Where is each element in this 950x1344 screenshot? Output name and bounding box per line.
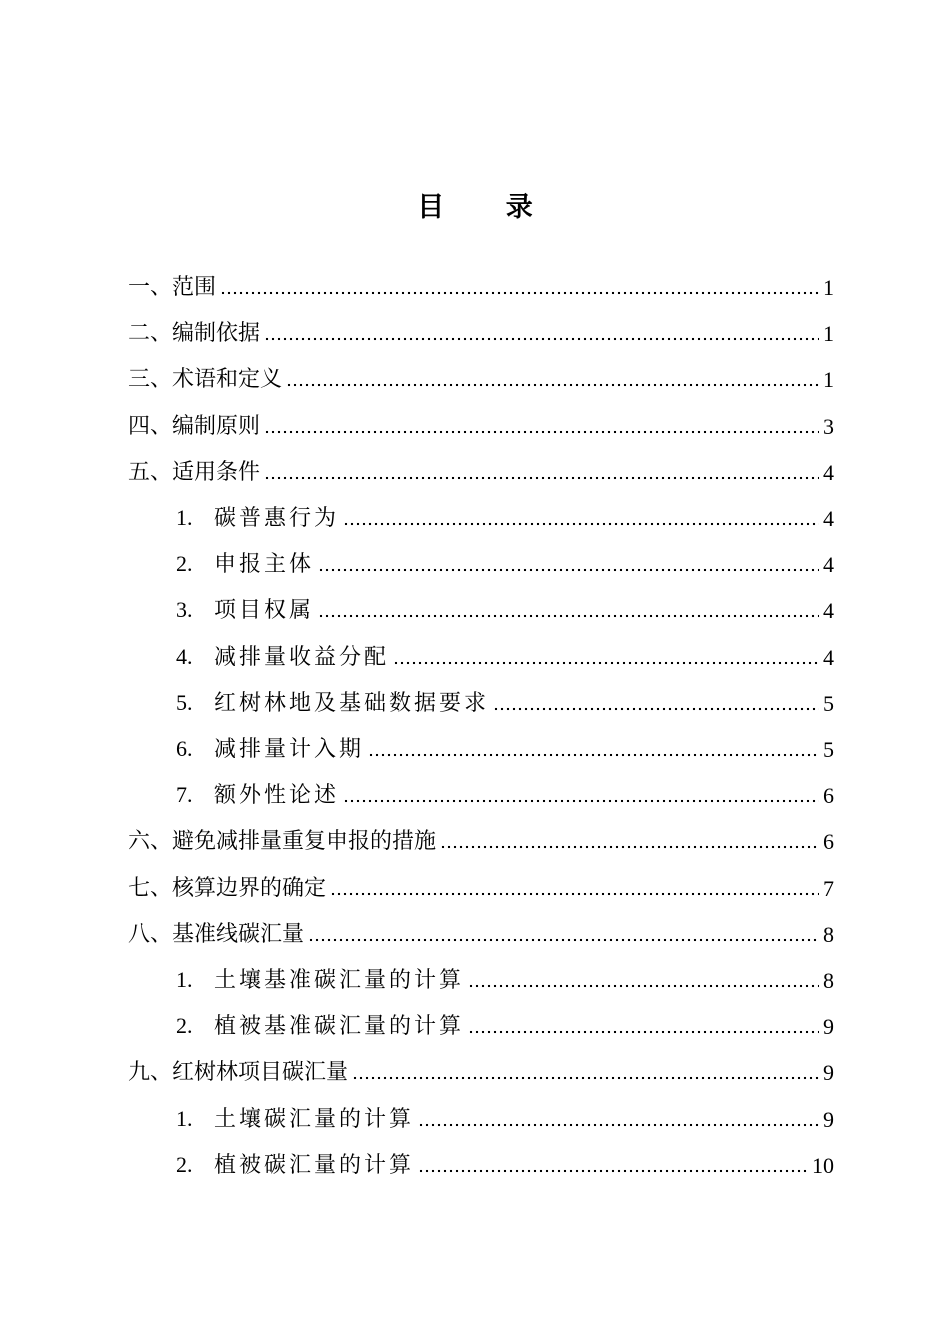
toc-entry-text: 一、范围 [128,275,217,300]
toc-entry-number: 5. [176,689,193,715]
toc-page-number: 5 [823,737,834,762]
toc-entry-text: 七、核算边界的确定 [128,875,327,901]
dot-leader [264,336,819,342]
toc-section-entry[interactable] [176,726,834,766]
dot-leader [220,290,819,296]
toc-section-entry[interactable] [176,495,834,535]
toc-entry-label [176,548,316,581]
toc-entry-text: 四、编制原则 [128,413,261,439]
toc-page-number: 4 [823,506,834,531]
toc-entry-label [176,641,391,674]
toc-page-number: 4 [823,644,834,670]
toc-entry-number: 1. [176,967,193,992]
toc-page-number: 4 [823,598,834,624]
toc-chapter-entry[interactable] [128,1049,834,1089]
toc-entry-number: 4. [176,643,193,669]
dot-leader [418,1122,819,1128]
toc-chapter-entry[interactable] [128,403,834,443]
dot-leader [343,521,819,527]
dot-leader [418,1168,808,1174]
toc-entry-text: 九、红树林项目碳汇量 [128,1060,349,1086]
toc-entry-label [176,687,491,720]
toc-section-entry[interactable] [176,772,834,812]
toc-entry-text: 八、基准线碳汇量 [128,921,305,947]
toc-entry-text: 土壤基准碳汇量的计算 [214,968,465,993]
toc-page-number: 4 [823,459,834,485]
dot-leader [343,798,819,804]
dot-leader [493,706,819,712]
toc-entry-text: 碳普惠行为 [214,506,340,531]
toc-section-entry[interactable] [176,541,834,581]
toc-entry-label [128,318,262,350]
toc-entry-label [128,272,218,304]
toc-page-number: 6 [823,783,834,809]
toc-entry-text: 六、避免减排量重复申报的措施 [128,829,437,855]
dot-leader [330,891,819,897]
toc-section-entry[interactable] [176,634,834,674]
toc-entry-number: 7. [176,782,193,808]
toc-page-number: 1 [823,321,834,347]
toc-page-number: 5 [823,690,834,716]
toc-section-entry[interactable] [176,957,834,997]
toc-page-number: 9 [823,1106,834,1132]
dot-leader [286,382,819,388]
toc-entry-text: 植被基准碳汇量的计算 [214,1014,465,1040]
toc-page-number: 9 [823,1060,834,1086]
toc-entry-text: 植被碳汇量的计算 [214,1152,415,1178]
toc-entry-text: 二、编制依据 [128,321,261,347]
dot-leader [468,1029,819,1035]
toc-entry-number: 2. [176,551,193,577]
toc-section-entry[interactable] [176,680,834,720]
toc-chapter-entry[interactable] [128,449,834,489]
toc-entry-text: 减排量计入期 [214,737,365,762]
toc-entry-label [176,779,341,812]
dot-leader [352,1075,819,1081]
toc-page-number: 4 [823,552,834,578]
toc-chapter-entry[interactable] [128,356,834,396]
dot-leader [468,983,819,989]
toc-chapter-entry[interactable] [128,818,834,858]
toc-entry-label [128,364,284,396]
toc-section-entry[interactable] [176,1142,834,1182]
toc-entry-label [176,733,366,766]
toc-chapter-entry[interactable] [128,911,834,951]
toc-entry-text: 申报主体 [214,552,315,578]
dot-leader [440,844,819,850]
toc-section-entry[interactable] [176,1096,834,1136]
toc-entry-number: 6. [176,736,193,761]
toc-page-number: 7 [823,875,834,901]
toc-entry-label [176,964,466,997]
toc-entry-number: 3. [176,597,193,623]
dot-leader [264,429,819,435]
toc-page-number: 1 [823,275,834,300]
page-title: 目 录 [417,192,559,224]
toc-chapter-entry[interactable] [128,310,834,350]
toc-page-number: 3 [823,413,834,439]
toc-entry-label [176,1149,416,1182]
toc-entry-number: 1. [176,505,193,530]
toc-entry-number: 2. [176,1151,193,1177]
dot-leader [264,475,819,481]
toc-page-number: 8 [823,921,834,947]
toc-page-number: 9 [823,1014,834,1040]
toc-entry-label [128,411,262,443]
dot-leader [318,567,819,573]
toc-entry-text: 五、适用条件 [128,459,261,485]
dot-leader [368,752,819,758]
toc-chapter-entry[interactable] [128,865,834,905]
toc-section-entry[interactable] [176,587,834,627]
dot-leader [318,613,819,619]
toc-entry-label [128,457,262,489]
toc-entry-label [176,502,341,535]
toc-entry-text: 土壤碳汇量的计算 [214,1106,415,1132]
toc-entry-label [176,1103,416,1136]
toc-entry-number: 1. [176,1105,193,1131]
toc-entry-text: 额外性论述 [214,783,340,809]
dot-leader [308,937,819,943]
toc-section-entry[interactable] [176,1003,834,1043]
toc-page-number: 6 [823,829,834,855]
toc-entry-label [176,1010,466,1043]
dot-leader [393,660,819,666]
toc-page-number: 10 [812,1152,834,1178]
toc-entry-label [128,826,438,858]
toc-entry-text: 项目权属 [214,598,315,624]
toc-entry-label [176,594,316,627]
toc-page-number: 1 [823,367,834,393]
toc-entry-number: 2. [176,1013,193,1039]
toc-chapter-entry[interactable] [128,264,834,304]
toc-entry-text: 三、术语和定义 [128,367,283,393]
toc-entry-text: 红树林地及基础数据要求 [214,690,490,716]
toc-entry-label [128,873,328,905]
toc-entry-text: 减排量收益分配 [214,644,390,670]
toc-entry-label [128,1057,350,1089]
toc-entry-label [128,919,306,951]
toc-page-number: 8 [823,968,834,993]
